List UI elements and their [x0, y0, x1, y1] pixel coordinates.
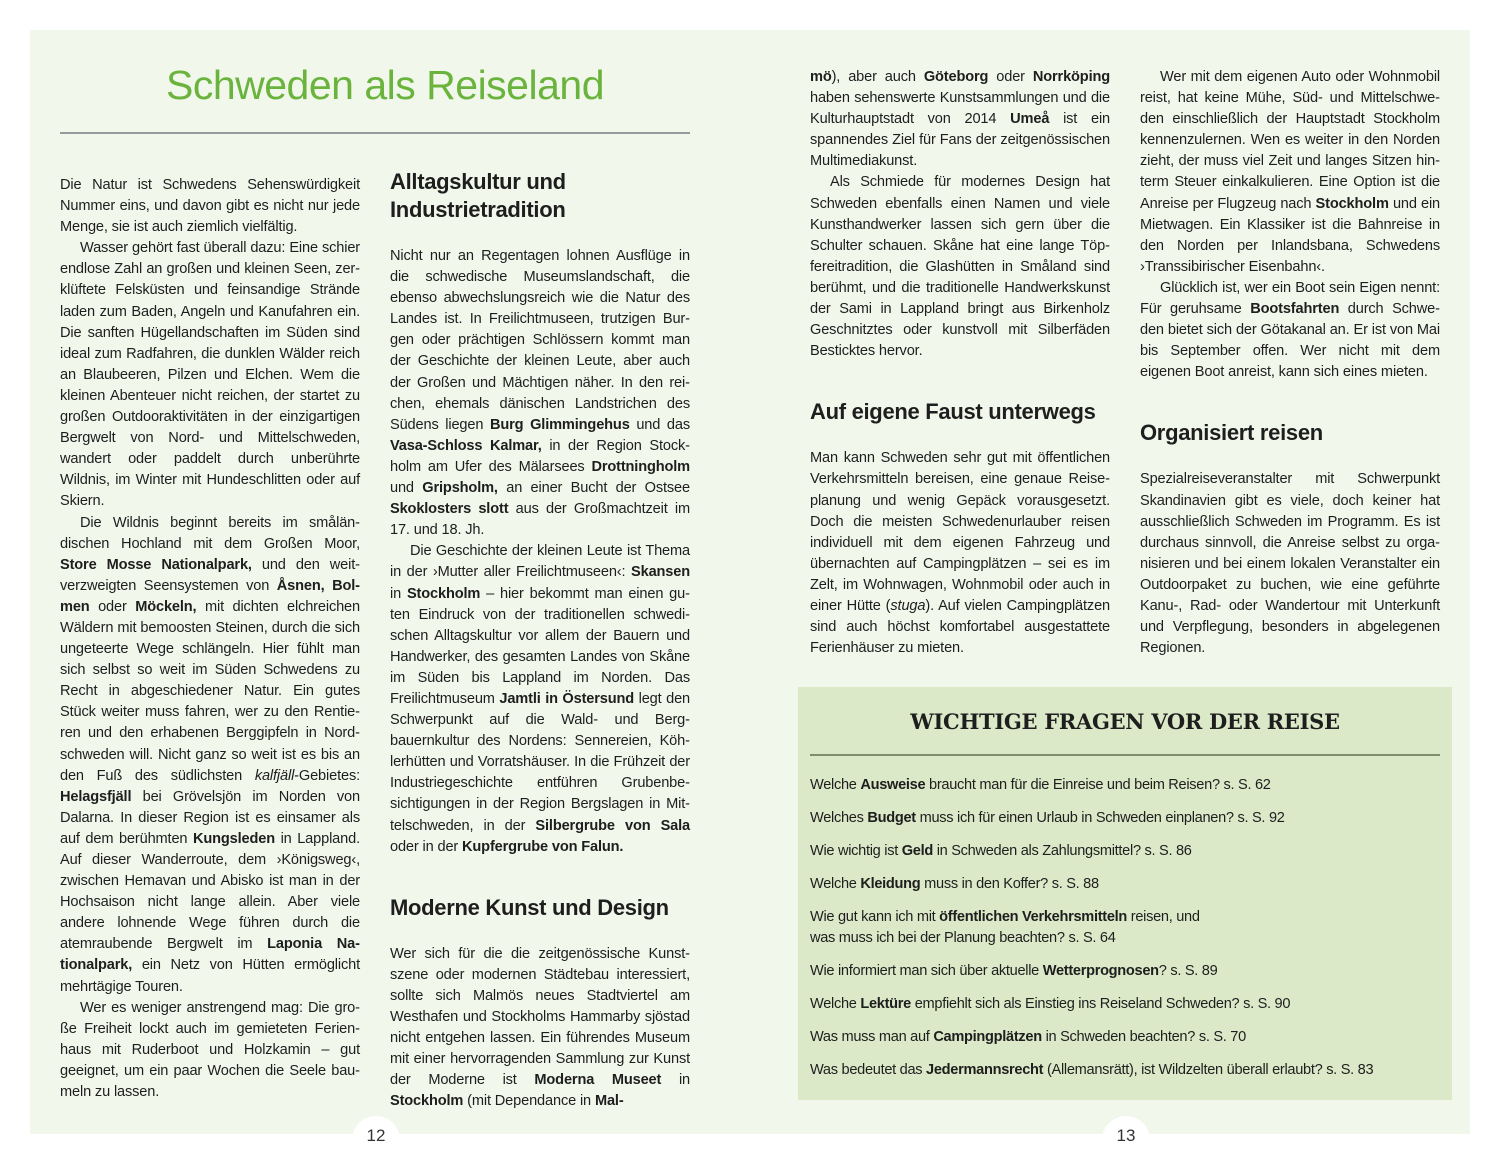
- paragraph: Die Wildnis beginnt bereits im småländischen Hochland mit dem Großen Moor, Store Mosse Nationalpark, und den weitverzweigten Seensystemen von Åsnen, Bolmen oder Möckeln, mit dichten elchreichen Wäldern mit bemoosten Steinen, durch die sich ungeteerte Wege schlängeln. Hier fühlt man sich selbst so weit im Süden Schwedens zu Recht in abgeschiedener Natur. Ein gutes Stück weiter muss fahren, wer zu den Rentieren und den erhabenen Berggipfeln in Nordschweden will. Nicht ganz so weit ist es bis an den Fuß des südlichsten kalfjäll-Gebietes: Helagsfjäll bei Grövelsjön im Norden von Dalarna. In dieser Region ist es einsamer als auf dem berühmten Kungsleden in Lappland. Auf dieser Wanderroute, dem ›Königsweg‹, zwischen Hemavan und Abisko ist man in der Hochsaison nicht lange allein. Aber viele andere lohnende Wege führen durch die atemraubende Bergwelt im Laponia Nationalpark, ein Netz von Hütten ermöglicht mehrtägige Touren.: [60, 514, 361, 995]
- column-4: [1140, 67, 1440, 659]
- paragraph: Nicht nur an Regentagen lohnen Ausflüge in die schwedische Museumslandschaft, die ebenso abwechslungsreich wie die Natur des Landes ist. In Freilichtmuseen, trutzigen Burgen oder prächtigen Schlössern kommt man der Geschichte der kleinen Leute, aber auch der Großen und Mächtigen näher. In den reichen, ehemals dänischen Landstrichen des Südens liegen Burg Glimmingehus und das Vasa-Schloss Kalmar, in der Region Stockholm am Ufer des Mälarsees Drottningholm und Gripsholm, an einer Bucht der Ostsee Skoklosters slott aus der Großmachtzeit im 17. und 18. Jh.: [390, 248, 690, 539]
- faq-item: Welche Lektüre empfiehlt sich als Einstieg ins Reiseland Schweden? s. S. 90: [810, 996, 1291, 1012]
- faq-item: Welche Kleidung muss in den Koffer? s. S. 88: [810, 876, 1099, 892]
- faq-item: Wie wichtig ist Geld in Schweden als Zahlungsmittel? s. S. 86: [810, 843, 1192, 859]
- faq-box: [798, 687, 1452, 1100]
- section-heading-alltagskultur: Alltagskultur und Industrietradition: [390, 169, 566, 222]
- paragraph: Glücklich ist, wer ein Boot sein Eigen nennt: Für geruhsame Bootsfahrten durch Schweden bietet sich der Götakanal an. Er ist von Mai bis September offen. Wer nicht mit dem eigenen Boot anreist, kann sich eines mieten.: [1140, 279, 1440, 381]
- faq-list: [810, 775, 1440, 1093]
- paragraph: Wasser gehört fast überall dazu: Eine schier endlose Zahl an großen und kleinen Seen, zerklüftete Felsküsten und feinsandige Strände laden zum Baden, Angeln und Kanufahren ein. Die sanften Hügellandschaften im Süden sind ideal zum Radfahren, die dunklen Wälder reich an Blaubeeren, Pilzen und Elchen. Wem die kleinen Abenteuer nicht reichen, der startet zu großen Outdooraktivitäten in der einzigartigen Bergwelt von Nord- und Mittelschweden, wandert oder paddelt durch unberührte Wildnis, im Winter mit Hundeschlitten oder auf Skiern.: [60, 240, 360, 510]
- faq-box-title: WICHTIGE FRAGEN VOR DER REISE: [910, 709, 1340, 734]
- faq-item: Was muss man auf Campingplätzen in Schweden beachten? s. S. 70: [810, 1029, 1246, 1045]
- title-divider: [60, 132, 690, 134]
- faq-item: Welche Ausweise braucht man für die Einreise und beim Reisen? s. S. 62: [810, 777, 1271, 793]
- paragraph: Man kann Schweden sehr gut mit öffentlichen Verkehrsmitteln bereisen, eine genaue Reiseplanung und wenig Gepäck vorausgesetzt. Doch die meisten Schwedenurlauber reisen individuell mit dem eigenen Fahrzeug und übernachten auf Campingplätzen – sei es im Zelt, im Wohnwagen, Wohnmobil oder auch in einer Hütte (stuga). Auf vielen Campingplätzen sind auch höchst komfortabel ausgestattete Ferienhäuser zu mieten.: [810, 450, 1110, 657]
- paragraph: Die Geschichte der kleinen Leute ist Thema in der ›Mutter aller Freilichtmuseen‹: Skansen in Stockholm – hier bekommt man einen guten Eindruck von der traditionellen schwedischen Alltagskultur vor allem der Bauern und Handwerker, des gesamten Landes von Skåne im Süden bis Lappland im Norden. Das Freilichtmuseum Jamtli in Östersund legt den Schwerpunkt auf die Wald- und Bergbauernkultur des Nordens: Sennereien, Köhlerhütten und Vorratshäuser. In die Frühzeit der Industriegeschichte entführen Grubenbesichtigungen in der Region Bergslagen in Mittelschweden, in der Silbergrube von Sala oder in der Kupfergrube von Falun.: [390, 543, 691, 855]
- highlight: Möckeln,: [135, 598, 197, 615]
- section-heading-moderne-kunst: Moderne Kunst und Design: [390, 894, 669, 920]
- highlight: Helagsfjäll: [60, 788, 132, 805]
- column-2: [390, 168, 690, 1112]
- paragraph: Wer es weniger anstrengend mag: Die große Freiheit lockt auch im gemieteten Ferienhaus mit Ruderboot und Holzkamin – gut geeignet, um ein paar Wochen die Seele baumeln zu lassen.: [60, 999, 360, 1101]
- faq-divider: [810, 754, 1440, 756]
- page-number-right: 13: [1102, 1116, 1150, 1170]
- page-number-left: 12: [352, 1116, 400, 1170]
- faq-item: Wie gut kann ich mit öffentlichen Verkehrsmitteln reisen, und was muss ich bei der Planung beachten? s. S. 64: [810, 909, 1200, 946]
- column-1: [60, 175, 360, 1103]
- section-heading-eigene-faust: Auf eigene Faust unterwegs: [810, 399, 1096, 425]
- page-title: Schweden als Reiseland: [166, 62, 604, 108]
- paragraph: mö), aber auch Göteborg oder Norrköping haben sehenswerte Kunstsammlungen und die Kulturhauptstadt von 2014 Umeå ist ein spannendes Ziel für Fans der zeitgenössischen Multimediakunst.: [810, 69, 1111, 170]
- paragraph: Als Schmiede für modernes Design hat Schweden ebenfalls einen Namen und viele Kunsthandwerker lassen sich gern über die Schulter schauen. Skåne hat eine lange Töpfereitradition, die Glashütten in Småland sind berühmt, und die traditionelle Handwerkskunst der Sami in Lappland bringt aus Birkenholz Geschnitztes oder kunstvoll mit Silberfäden Besticktes hervor.: [810, 174, 1110, 360]
- paragraph: Wer mit dem eigenen Auto oder Wohnmobil reist, hat keine Mühe, Süd- und Mittelschweden einschließlich der Hauptstadt Stockholm kennenzulernen. Wen es weiter in den Norden zieht, der muss viel Zeit und langes Sitzen hinterm Steuer einkalkulieren. Eine Option ist die Anreise per Flugzeug nach Stockholm und ein Mietwagen. Ein Klassiker ist die Bahnreise in den Norden per Inlandsbana, Schwedens ›Transsibirischer Eisenbahn‹.: [1140, 69, 1441, 275]
- highlight: Store Mosse Nationalpark,: [60, 556, 252, 573]
- section-heading-organisiert: Organisiert reisen: [1140, 420, 1323, 446]
- highlight: Åsnen, Bolmen: [60, 577, 361, 615]
- paragraph: Spezialreiseveranstalter mit Schwerpunkt Skandinavien gibt es viele, doch keiner hat ausschließlich Schweden im Programm. Es ist durchaus sinnvoll, die Anreise selbst zu organisieren und bei einem lokalen Veranstalter ein Outdoorpaket zu buchen, wie eine geführte Kanu-, Rad- oder Wandertour mit Unterkunft und Verpflegung, besonders in abgelegenen Regionen.: [1140, 471, 1440, 657]
- faq-item: Wie informiert man sich über aktuelle Wetterprognosen? s. S. 89: [810, 963, 1218, 979]
- faq-item: Was bedeutet das Jedermannsrecht (Allemansrätt), ist Wildzelten überall erlaubt? s. S. 83: [810, 1062, 1374, 1078]
- paragraph: Die Natur ist Schwedens Sehenswürdigkeit Nummer eins, und davon gibt es nicht nur jede Menge, sie ist auch ziemlich vielfältig.: [60, 177, 360, 236]
- faq-item: Welches Budget muss ich für einen Urlaub in Schweden einplanen? s. S. 92: [810, 810, 1285, 826]
- column-3: [810, 67, 1110, 659]
- highlight: Laponia Nationalpark,: [60, 936, 360, 974]
- highlight: Kungsleden: [192, 830, 275, 847]
- paragraph: Wer sich für die die zeitgenössische Kunstszene oder modernen Städtebau interessiert, sollte sich Malmös neues Stadtviertel am Westhafen und Stockholms Hammarby sjöstad nicht entgehen lassen. Ein führendes Museum mit einer hervorragenden Sammlung zur Kunst der Moderne ist Moderna Museet in Stockholm (mit Dependance in Mal-: [390, 945, 690, 1110]
